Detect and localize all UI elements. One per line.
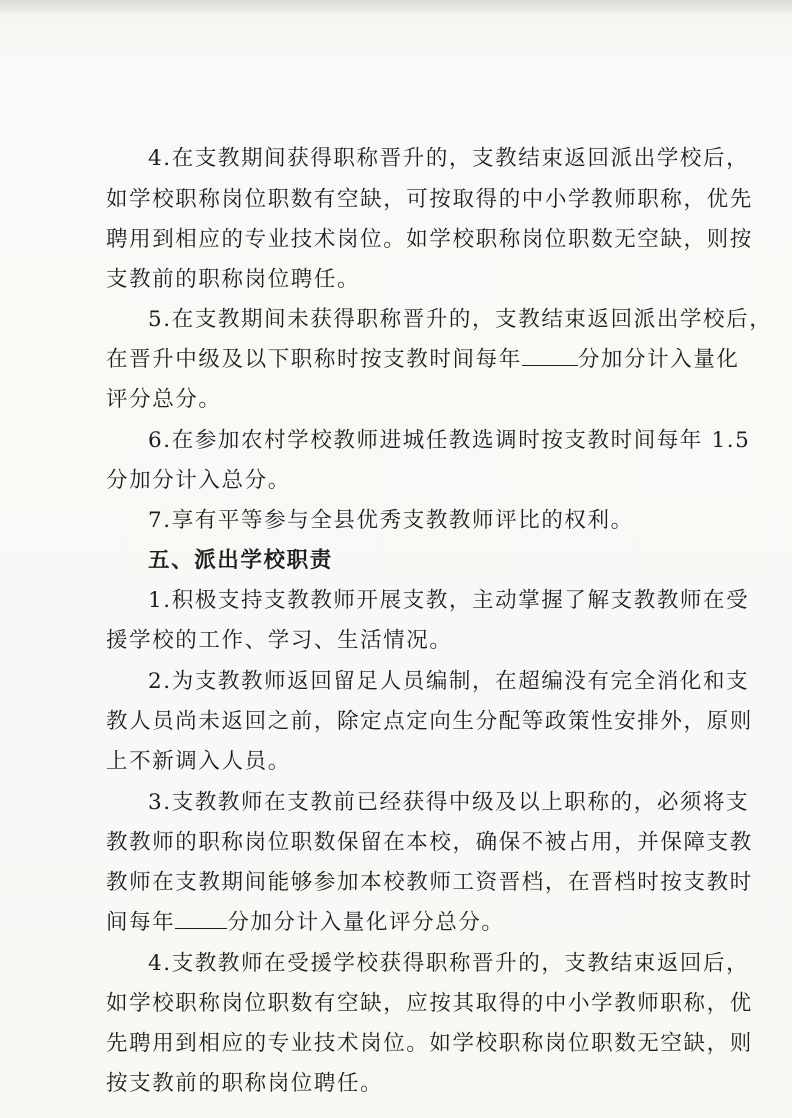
s1-line-2: 援学校的工作、学习、生活情况。 xyxy=(106,628,453,653)
p4-line-4: 支教前的职称岗位聘任。 xyxy=(106,267,361,292)
s3-line-3: 教师在支教期间能够参加本校教师工资晋档，在晋档时按支教时 xyxy=(106,870,753,895)
p4-line-3: 聘用到相应的专业技术岗位。如学校职称岗位职数无空缺，则按 xyxy=(106,227,753,252)
scan-top-edge xyxy=(0,0,792,14)
s4-line-3: 先聘用到相应的专业技术岗位。如学校职称岗位职数无空缺，则 xyxy=(106,1031,753,1056)
p5-line-1: 5.在支教期间未获得职称晋升的，支教结束返回派出学校后， xyxy=(148,307,773,332)
s4-line-2: 如学校职称岗位职数有空缺，应按其取得的中小学教师职称，优 xyxy=(106,991,753,1016)
p5-line-3: 评分总分。 xyxy=(106,387,222,412)
p5-line-2-before: 在晋升中级及以下职称时按支教时间每年 xyxy=(106,347,522,372)
s3-line-4-after: 分加分计入量化评分总分。 xyxy=(227,910,505,935)
fill-in-blank xyxy=(522,341,578,366)
s2-line-3: 上不新调入人员。 xyxy=(106,749,291,774)
s4-line-1: 4.支教教师在受援学校获得职称晋升的，支教结束返回后， xyxy=(148,951,750,976)
p6-line-2: 分加分计入总分。 xyxy=(106,468,291,493)
s3-line-2: 教教师的职称岗位职数保留在本校，确保不被占用，并保障支教 xyxy=(106,830,753,855)
p5-line-2 xyxy=(106,340,740,380)
p4-line-1: 4.在支教期间获得职称晋升的，支教结束返回派出学校后， xyxy=(148,146,750,171)
section-heading: 五、派出学校职责 xyxy=(148,548,333,573)
s1-line-1: 1.积极支持支教教师开展支教，主动掌握了解支教教师在受 xyxy=(148,588,750,613)
p4-line-2: 如学校职称岗位职数有空缺，可按取得的中小学教师职称，优先 xyxy=(106,187,753,212)
s3-line-4 xyxy=(106,903,505,943)
s3-line-4-before: 间每年 xyxy=(106,910,176,935)
fill-in-blank xyxy=(175,904,227,929)
p6-line-1: 6.在参加农村学校教师进城任教选调时按支教时间每年 1.5 xyxy=(148,428,751,453)
s2-line-2: 教人员尚未返回之前，除定点定向生分配等政策性安排外，原则 xyxy=(106,709,753,734)
p5-line-2-after: 分加分计入量化 xyxy=(577,347,740,372)
s3-line-1: 3.支教教师在支教前已经获得中级及以上职称的，必须将支 xyxy=(148,790,750,815)
p7-line-1: 7.享有平等参与全县优秀支教教师评比的权利。 xyxy=(148,508,634,533)
s4-line-4: 按支教前的职称岗位聘任。 xyxy=(106,1071,384,1096)
s2-line-1: 2.为支教教师返回留足人员编制，在超编没有完全消化和支 xyxy=(148,669,750,694)
